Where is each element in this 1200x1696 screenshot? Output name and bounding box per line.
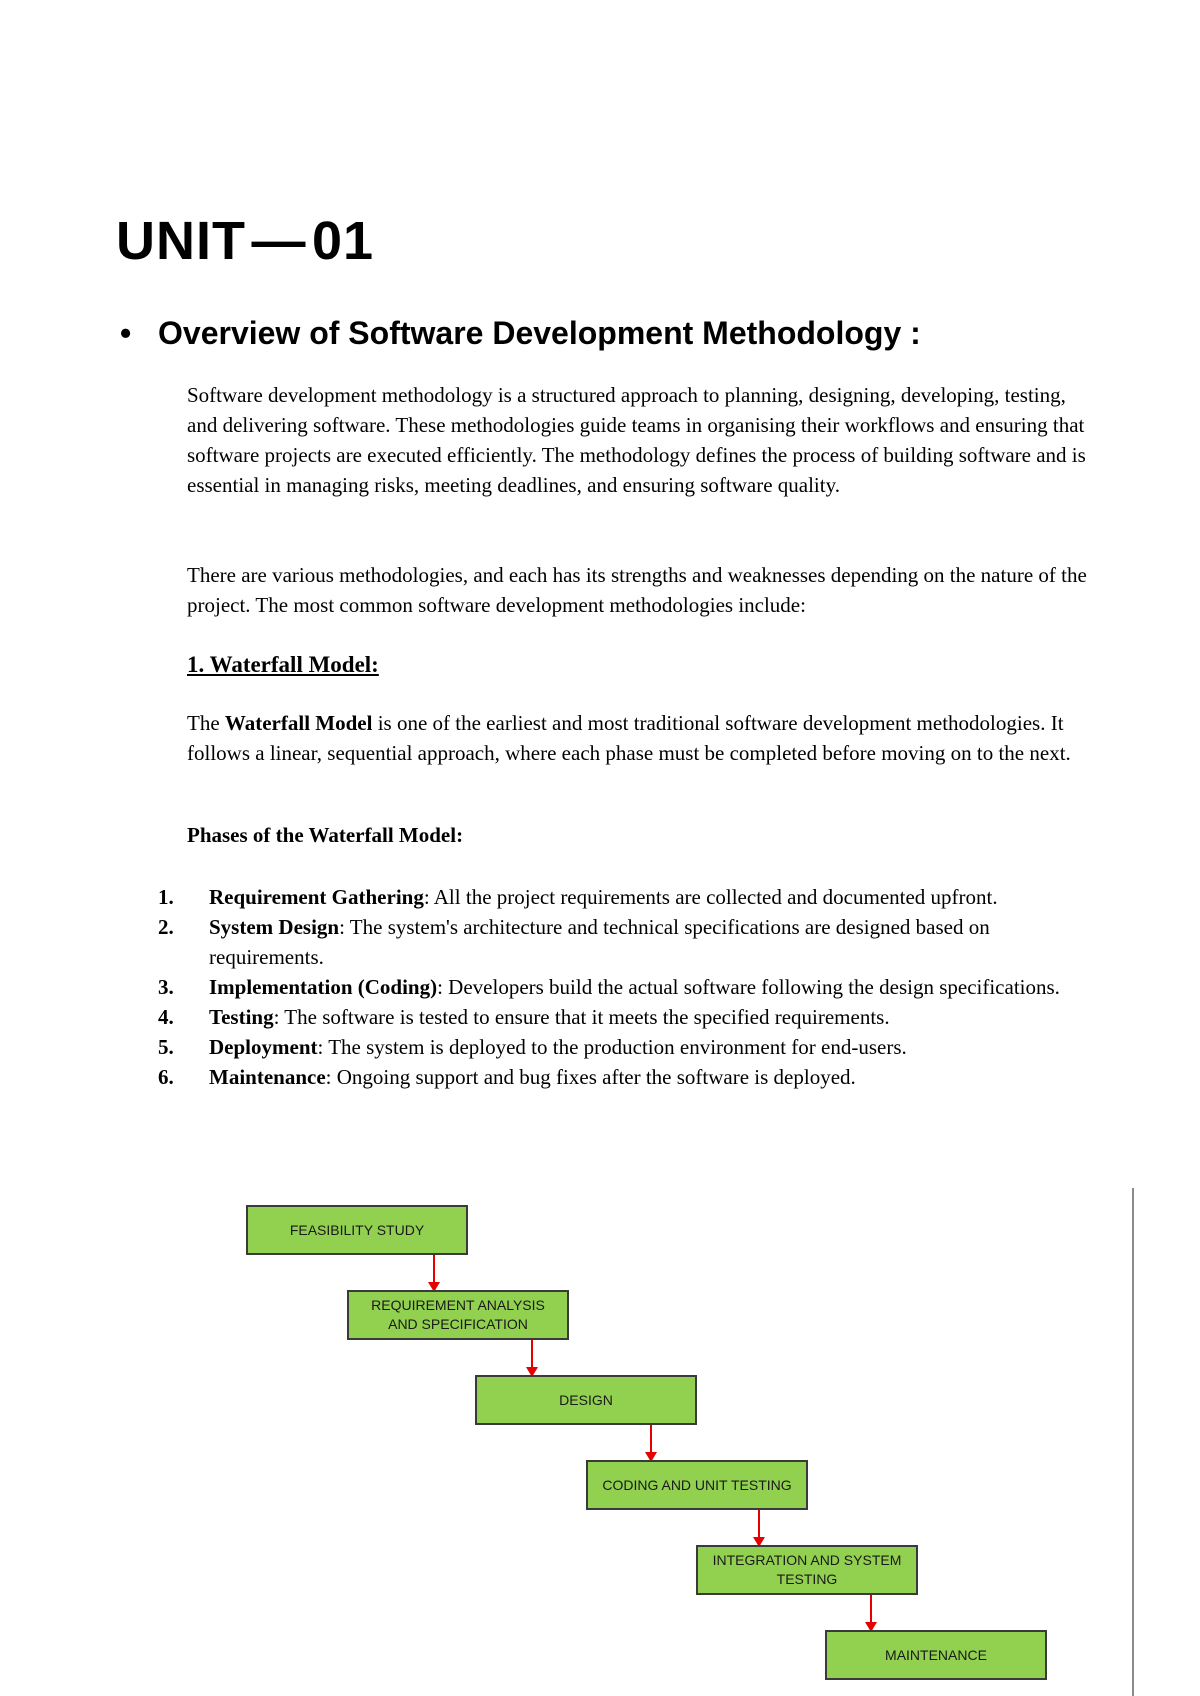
diagram-step-feasibility: FEASIBILITY STUDY	[246, 1205, 468, 1255]
phase-desc: : The system is deployed to the production environment for end-users.	[317, 1035, 907, 1059]
diagram-arrow	[531, 1340, 533, 1375]
phase-item	[150, 1002, 1100, 1032]
page-title: UNIT — 01	[116, 211, 375, 271]
diagram-step-design: DESIGN	[475, 1375, 697, 1425]
intro-paragraph-1: Software development methodology is a structured approach to planning, designing, developing, testing, and delivering software. These methodologies guide teams in organising their workflows and ensuring that software projects are executed efficiently. The methodology defines the process of building software and is essential in managing risks, meeting deadlines, and ensuring software quality.	[187, 383, 1086, 497]
waterfall-desc-rest: is one of the earliest and most traditional software development methodologies. It follows a linear, sequential approach, where each phase must be completed before moving on to the next.	[187, 711, 1071, 765]
phase-item	[150, 882, 1100, 912]
phase-desc: : The system's architecture and technical specifications are designed based on requirements.	[209, 915, 990, 969]
diagram-arrow	[650, 1425, 652, 1460]
phase-item	[150, 912, 1100, 972]
section-heading	[120, 316, 921, 351]
waterfall-subheading: 1. Waterfall Model:	[187, 652, 379, 677]
phase-number: 3.	[158, 975, 174, 999]
phase-item	[150, 1062, 1100, 1092]
phase-number: 1.	[158, 885, 174, 909]
waterfall-desc-prefix: The	[187, 711, 225, 735]
phase-item	[150, 972, 1100, 1002]
intro-paragraph-2: There are various methodologies, and each has its strengths and weaknesses depending on the nature of the project. The most common software development methodologies include:	[187, 563, 1087, 617]
section-heading-text: Overview of Software Development Methodology :	[158, 315, 921, 351]
diagram-step-integration: INTEGRATION AND SYSTEM TESTING	[696, 1545, 918, 1595]
phase-term: Requirement Gathering	[209, 885, 424, 909]
phase-number: 4.	[158, 1005, 174, 1029]
phase-term: System Design	[209, 915, 340, 939]
phase-term: Maintenance	[209, 1065, 326, 1089]
phase-term: Implementation (Coding)	[209, 975, 438, 999]
diagram-arrow	[433, 1255, 435, 1290]
waterfall-description	[187, 708, 1097, 768]
diagram-arrow	[758, 1510, 760, 1545]
waterfall-desc-bold: Waterfall Model	[224, 711, 373, 735]
phase-desc: : Developers build the actual software following the design specifications.	[437, 975, 1060, 999]
diagram-step-requirements: REQUIREMENT ANALYSIS AND SPECIFICATION	[347, 1290, 569, 1340]
phase-number: 5.	[158, 1035, 174, 1059]
phase-number: 2.	[158, 915, 174, 939]
bullet-icon: •	[120, 315, 132, 351]
phase-desc: : Ongoing support and bug fixes after the software is deployed.	[325, 1065, 856, 1089]
phase-term: Deployment	[209, 1035, 318, 1059]
phase-item	[150, 1032, 1100, 1062]
phase-desc: : The software is tested to ensure that it meets the specified requirements.	[273, 1005, 890, 1029]
phase-term: Testing	[209, 1005, 274, 1029]
phase-number: 6.	[158, 1065, 174, 1089]
diagram-step-coding: CODING AND UNIT TESTING	[586, 1460, 808, 1510]
phase-desc: : All the project requirements are collected and documented upfront.	[423, 885, 998, 909]
page-edge-line	[1132, 1188, 1134, 1696]
phase-list	[150, 882, 1100, 1092]
diagram-step-maintenance: MAINTENANCE	[825, 1630, 1047, 1680]
diagram-arrow	[870, 1595, 872, 1630]
phases-heading: Phases of the Waterfall Model:	[187, 823, 464, 847]
